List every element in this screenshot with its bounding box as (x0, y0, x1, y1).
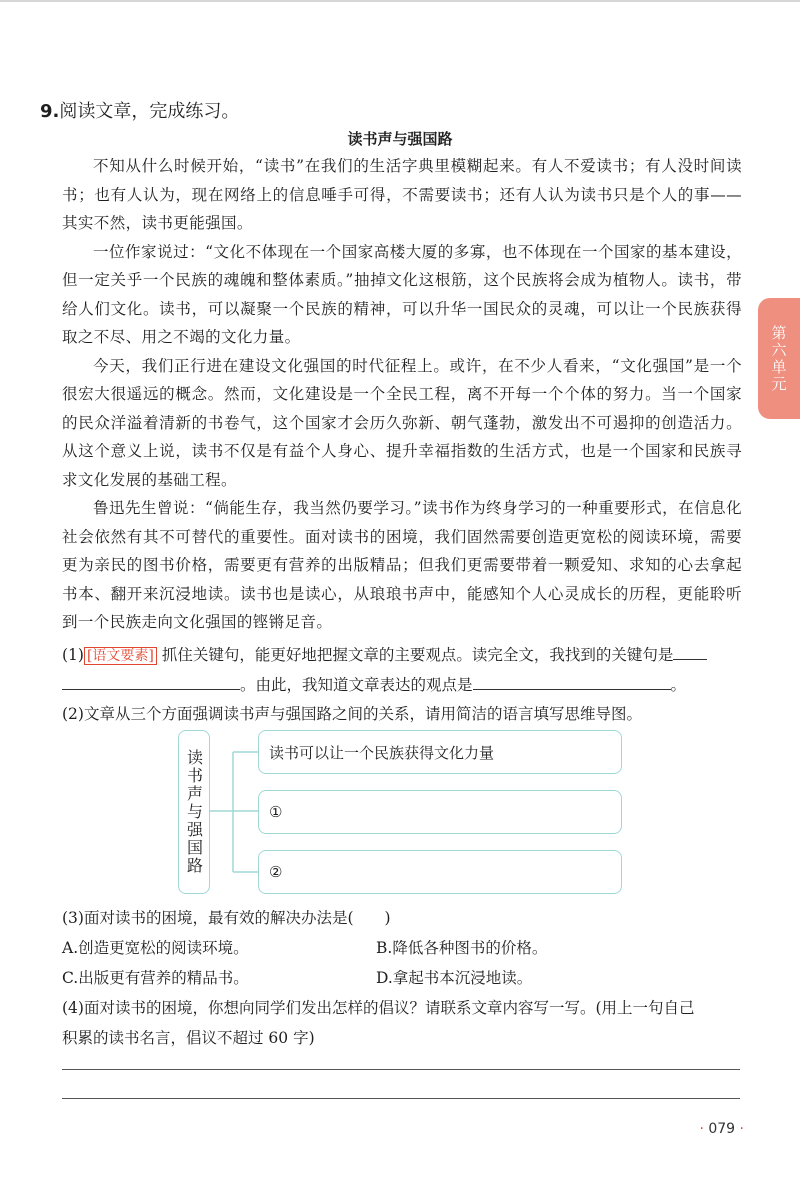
article-title: 读书声与强国路 (347, 130, 453, 148)
mind-map (178, 730, 626, 896)
answer-blank[interactable] (473, 673, 671, 690)
sub1-text-a: 抓住关键句，能更好地把握文章的主要观点。读完全文，我找到的关键句是 (161, 646, 674, 664)
article-paragraph: 不知从什么时候开始，“读书”在我们的生活字典里模糊起来。有人不爱读书；有人没时间读书；也有人认为，现在网络上的信息唾手可得，不需要读书；还有人认为读书只是个人的事——其实不然，读书更能强国。 (62, 157, 742, 232)
option-d[interactable]: D.拿起书本沉浸地读。 (376, 969, 533, 987)
sub-question-1-line2 (62, 673, 752, 696)
article-paragraph: 今天，我们正行进在建设文化强国的时代征程上。或许，在不少人看来，“文化强国”是一个很宏大很遥远的概念。然而，文化建设是一个全民工程，离不开每一个个体的努力。当一个国家的民众洋溢着清新的书卷气，这个国家才会历久弥新、朝气蓬勃，激发出不可遏抑的创造活力。从这个意义上说，读书不仅是有益个人身心、提升幸福指数的生活方式，也是一个国家和民族寻求文化发展的基础工程。 (62, 356, 742, 489)
sub-question-2: (2)文章从三个方面强调读书声与强国路之间的关系，请用简洁的语言填写思维导图。 (62, 705, 642, 723)
mind-map-branch-3[interactable] (258, 850, 622, 894)
page-dot-left: · (699, 1121, 704, 1137)
answer-blank[interactable] (62, 673, 240, 690)
sub1-number: (1) (62, 646, 84, 664)
page-number-text: 079 (708, 1121, 736, 1137)
top-border (0, 0, 800, 2)
option-b[interactable]: B.降低各种图书的价格。 (376, 939, 548, 957)
sub-question-4-line2: 积累的读书名言，倡议不超过 60 字) (62, 1029, 315, 1047)
sub-question-3: (3)面对读书的困境，最有效的解决办法是( ) (62, 909, 391, 927)
answer-blank[interactable] (673, 643, 707, 660)
sub1-text-c: 。 (670, 676, 687, 694)
mind-map-branch-label: ① (269, 803, 283, 821)
option-a[interactable]: A.创造更宽松的阅读环境。 (62, 939, 249, 957)
page-dot-right: · (739, 1121, 744, 1137)
answer-line[interactable] (62, 1069, 740, 1070)
answer-line[interactable] (62, 1098, 740, 1099)
page-number (699, 1121, 744, 1137)
article-paragraph: 一位作家说过：“文化不体现在一个国家高楼大厦的多寡，也不体现在一个国家的基本建设，但一定关乎一个民族的魂魄和整体素质。”抽掉文化这根筋，这个民族将会成为植物人。读书，带给人们文化。读书，可以凝聚一个民族的精神，可以升华一国民众的灵魂，可以让一个民族获得取之不尽、用之不竭的文化力量。 (62, 242, 742, 346)
mind-map-branch-label: ② (269, 863, 283, 881)
question-number: 9. (40, 101, 60, 122)
article-body (62, 152, 742, 637)
article-paragraph: 鲁迅先生曾说：“倘能生存，我当然仍要学习。”读书作为终身学习的一种重要形式，在信息化社会依然有其不可替代的重要性。面对读书的困境，我们固然需要创造更宽松的阅读环境，需要更为亲民的图书价格，需要更有营养的出版精品；但我们更需要带着一颗爱知、求知的心去拿起书本、翻开来沉浸地读。读书也是读心，从琅琅书声中，能感知个人心灵成长的历程，更能聆听到一个民族走向文化强国的铿锵足音。 (62, 499, 742, 631)
mind-map-root-label: 读书声与强国路 (184, 749, 204, 875)
language-element-tag: [语文要素] (84, 647, 157, 665)
sub-question-1-line1 (62, 643, 752, 667)
mind-map-branch-2[interactable] (258, 790, 622, 834)
mind-map-branch-label: 读书可以让一个民族获得文化力量 (269, 743, 495, 762)
question-heading (40, 97, 239, 123)
sub-question-4-line1: (4)面对读书的困境，你想向同学们发出怎样的倡议？请联系文章内容写一写。(用上一句自己 (62, 999, 695, 1017)
option-c[interactable]: C.出版更有营养的精品书。 (62, 969, 249, 987)
mind-map-branch-1 (258, 730, 622, 774)
unit-side-tab: 第六单元 (758, 298, 800, 419)
question-prompt: 阅读文章，完成练习。 (59, 101, 240, 122)
mind-map-root (178, 730, 210, 894)
sub1-text-b: 。由此，我知道文章表达的观点是 (240, 676, 473, 694)
